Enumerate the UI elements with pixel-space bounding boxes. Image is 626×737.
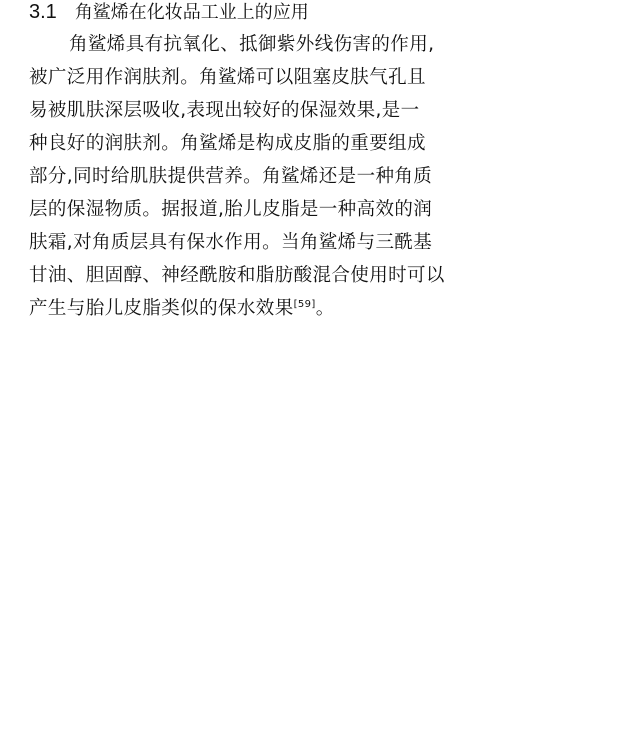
body-paragraph — [29, 28, 491, 325]
paragraph-last-line — [29, 292, 491, 325]
paragraph-line: 部分,同时给肌肤提供营养。角鲨烯还是一种角质 — [29, 166, 433, 187]
paragraph-line: 肤霜,对角质层具有保水作用。当角鲨烯与三酰基 — [29, 232, 433, 253]
section-number: 3.1 — [29, 1, 57, 23]
citation-reference: [59] — [293, 299, 316, 310]
paragraph-line-text: 产生与胎儿皮脂类似的保水效果 — [29, 298, 294, 319]
paragraph-line: 层的保湿物质。据报道,胎儿皮脂是一种高效的润 — [29, 199, 433, 220]
paragraph-line: 被广泛用作润肤剂。角鲨烯可以阻塞皮肤气孔且 — [29, 67, 426, 88]
paragraph-line: 易被肌肤深层吸收,表现出较好的保湿效果,是一 — [29, 100, 420, 121]
section-heading — [29, 0, 309, 24]
paragraph-line: 甘油、胆固醇、神经酰胺和脂肪酸混合使用时可以 — [29, 265, 445, 286]
section-title: 角鲨烯在化妆品工业上的应用 — [74, 2, 309, 23]
paragraph-line: 角鲨烯具有抗氧化、抵御紫外线伤害的作用, — [69, 34, 435, 55]
paragraph-line: 种良好的润肤剂。角鲨烯是构成皮脂的重要组成 — [29, 133, 426, 154]
end-punctuation: 。 — [315, 298, 335, 319]
